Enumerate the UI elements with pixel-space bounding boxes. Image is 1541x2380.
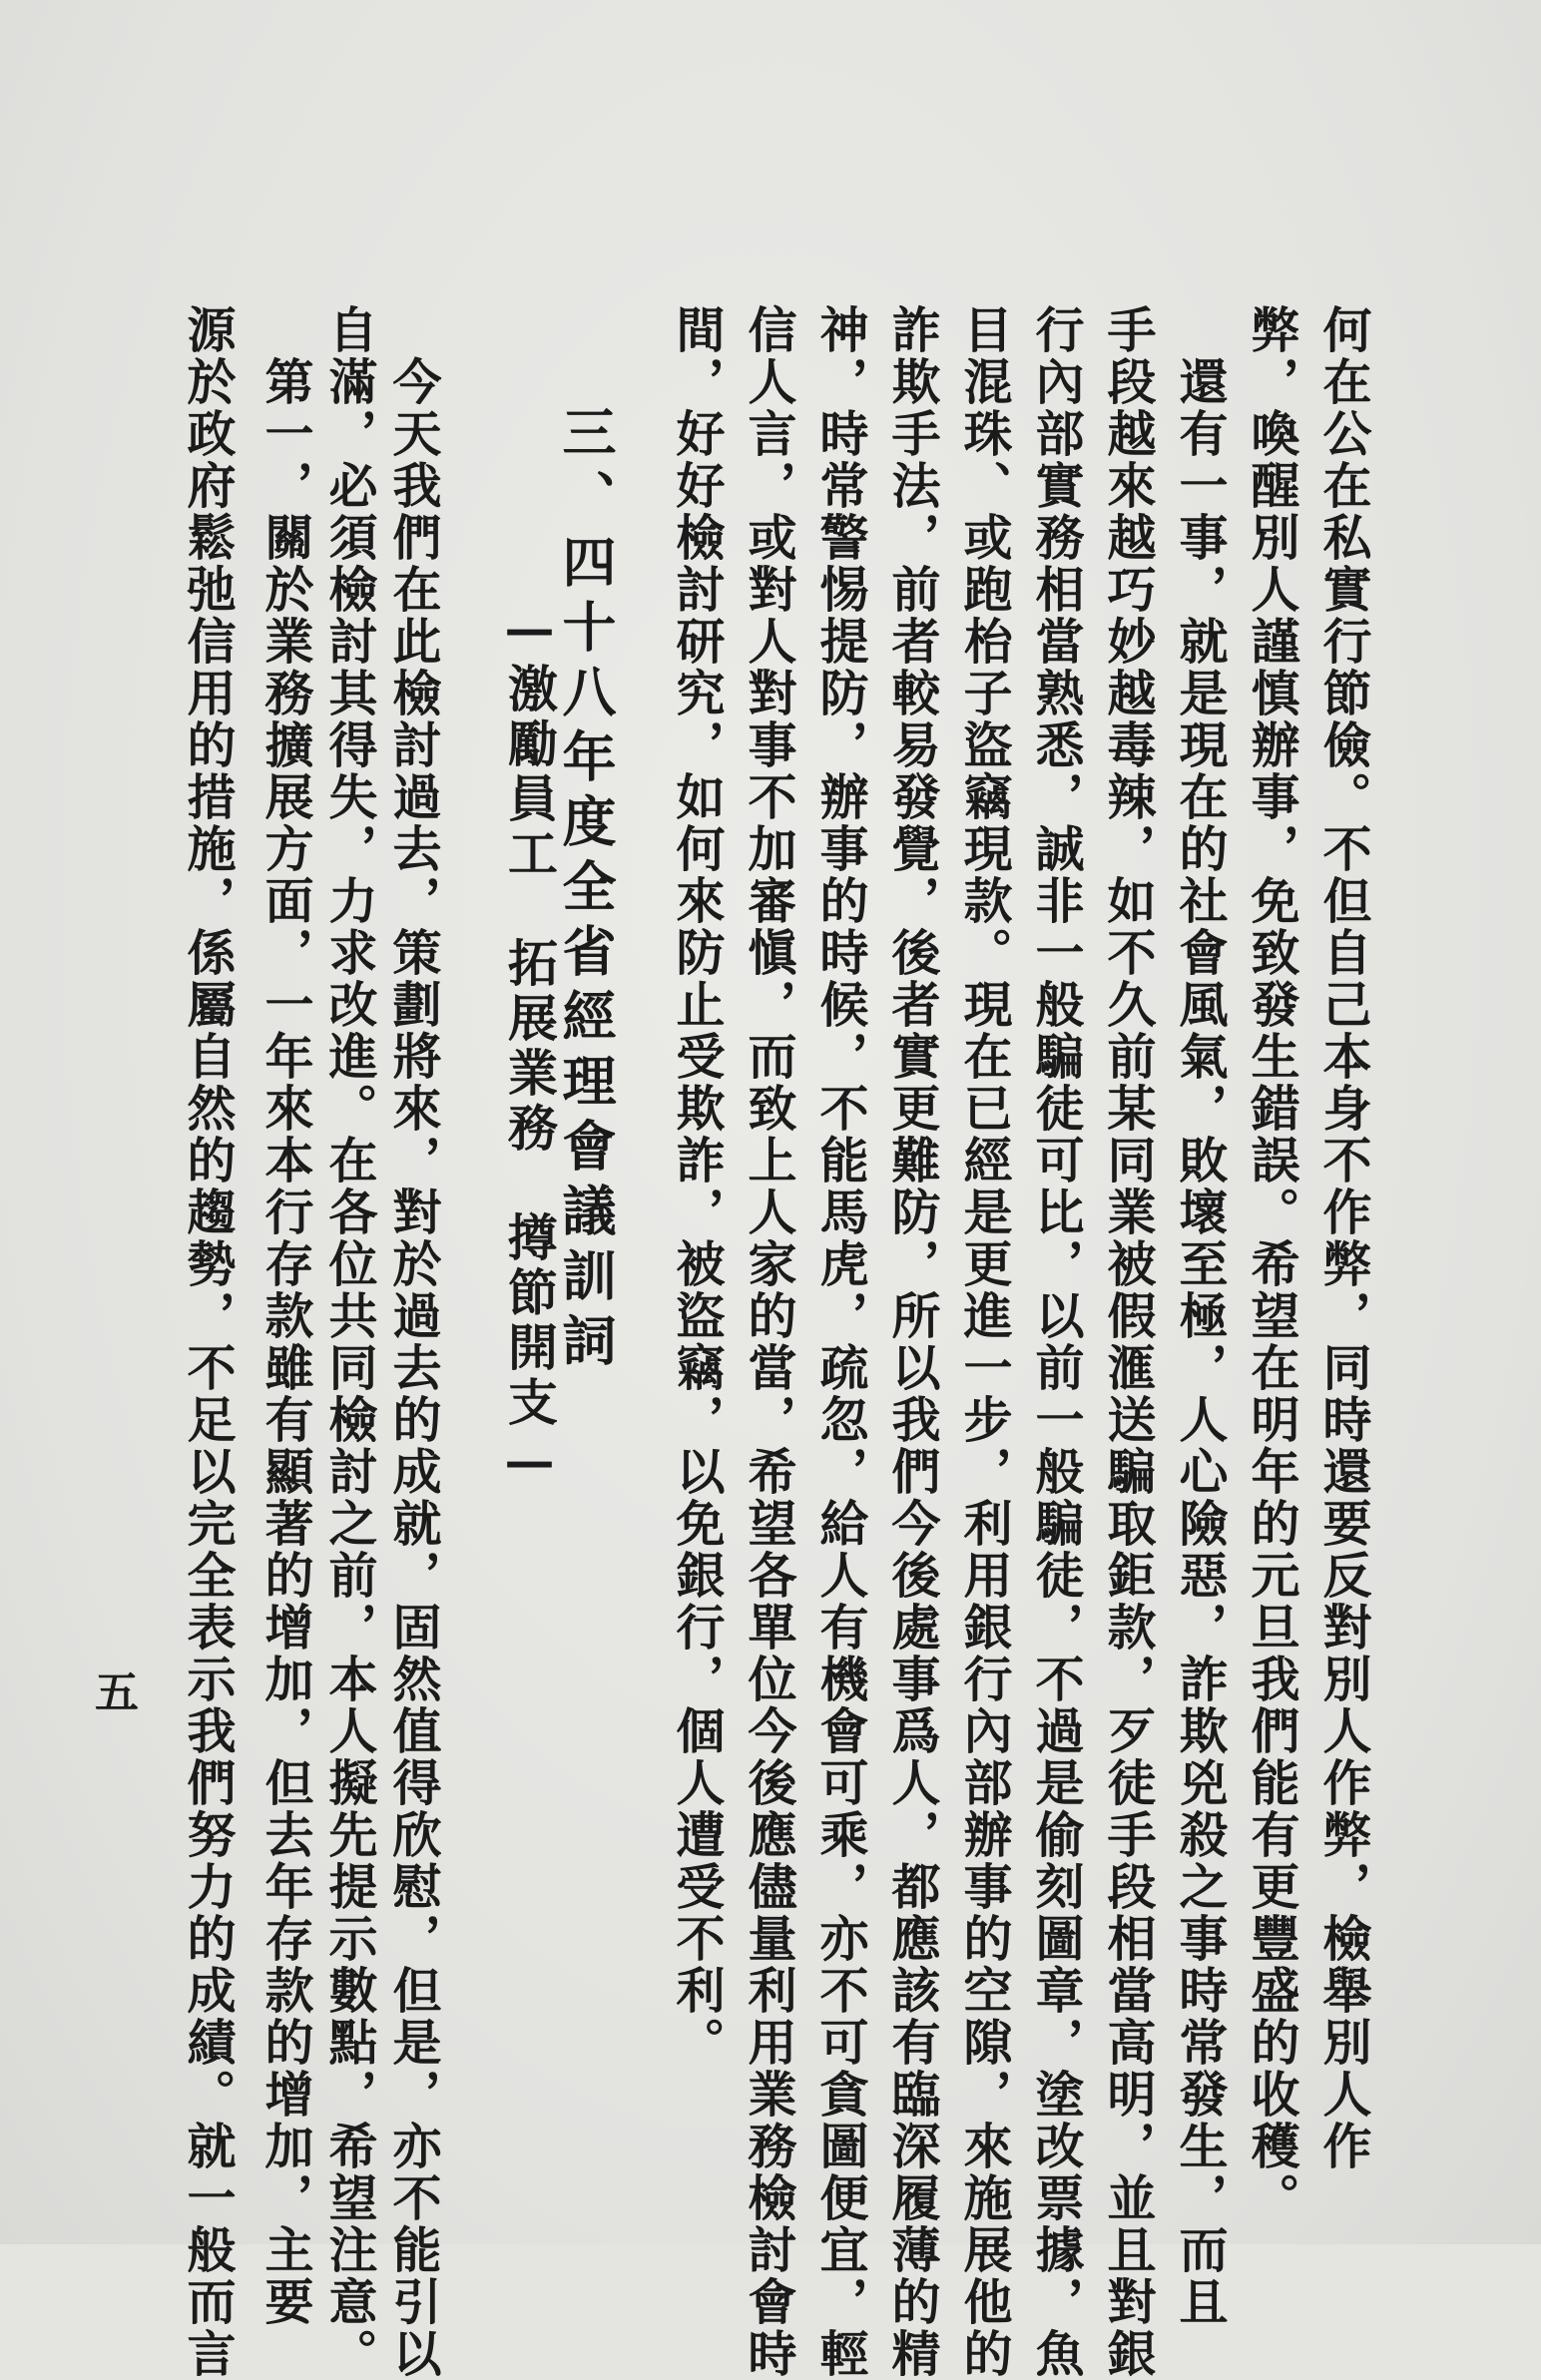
text-column: 還有一事，就是現在的社會風氣，敗壞至極，人心險惡，詐欺兇殺之事時常發生，而且 <box>1172 304 1230 2328</box>
text-column: 手段越來越巧妙越毒辣，如不久前某同業被假滙送騙取鉅款，歹徒手段相當高明，並且對銀 <box>1100 304 1158 2380</box>
text-column: 自滿，必須檢討其得失，力求改進。在各位共同檢討之前，本人擬先提示數點，希望注意。 <box>321 304 379 2380</box>
text-column: 神，時常警惕提防，辦事的時候，不能馬虎，疏忽，給人有機會可乘，亦不可貪圖便宜，輕 <box>812 304 870 2380</box>
text-column: 今天我們在此檢討過去，策劃將來，對於過去的成就，固然值得欣慰，但是，亦不能引以 <box>385 304 443 2380</box>
page-number: 五 <box>95 1667 139 1718</box>
text-column: 弊，喚醒別人謹慎辦事，免致發生錯誤。希望在明年的元旦我們能有更豐盛的收穫。 <box>1244 304 1301 2224</box>
text-column: 信人言，或對人對事不加審愼，而致上人家的當，希望各單位今後應儘量利用業務檢討會時 <box>741 304 798 2380</box>
text-column: 間，好好檢討研究，如何來防止受欺詐，被盜竊，以免銀行，個人遭受不利。 <box>669 304 727 2069</box>
section-heading: 三、四十八年度全省經理會議訓詞 <box>554 404 618 1377</box>
text-column: 第一，關於業務擴展方面，一年來本行存款雖有顯著的增加，但去年存款的增加，主要 <box>257 304 315 2328</box>
text-column: 源於政府鬆弛信用的措施，係屬自然的趨勢，不足以完全表示我們努力的成績。就一般而言 <box>180 304 238 2380</box>
text-column: 何在公在私實行節儉。不但自己本身不作弊，同時還要反對別人作弊，檢舉別人作 <box>1315 304 1373 2172</box>
text-column: 目混珠、或跑枱子盜竊現款。現在已經是更進一步，利用銀行內部辦事的空隙，來施展他的 <box>956 304 1014 2380</box>
section-subtitle: —激勵員工 拓展業務 撙節開支— <box>500 599 559 1495</box>
text-column: 詐欺手法，前者較易發覺，後者實更難防，所以我們今後處事爲人，都應該有臨深履薄的精 <box>884 304 942 2380</box>
text-column: 行內部實務相當熟悉，誠非一般騙徒可比，以前一般騙徒，不過是偷刻圖章，塗改票據，魚 <box>1028 304 1086 2380</box>
